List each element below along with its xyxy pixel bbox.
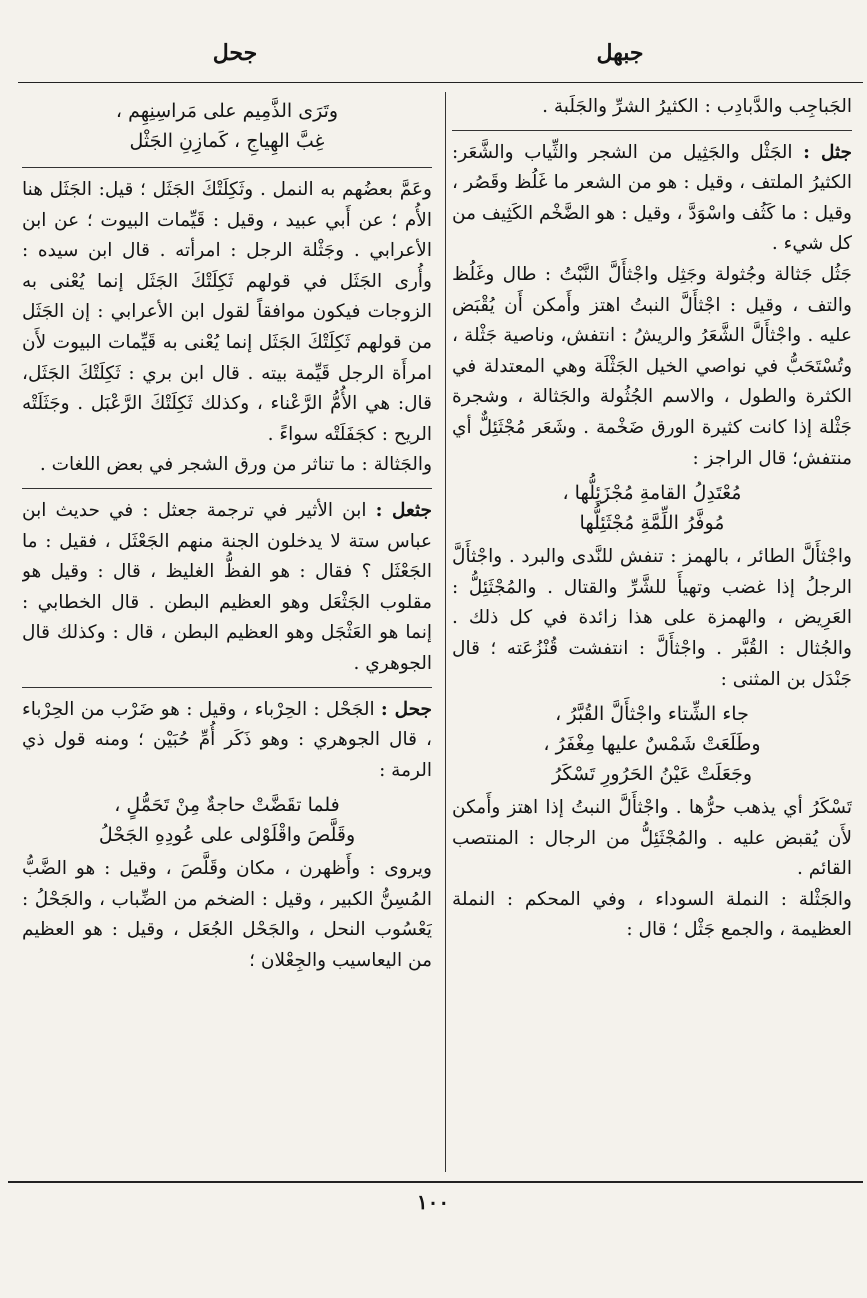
column-separator (445, 92, 446, 1172)
page-number: ١٠٠ (416, 1190, 450, 1214)
header-rule (18, 82, 863, 83)
running-header-left: جحل (212, 40, 258, 66)
headword-jahal: جحل : (380, 698, 432, 720)
entry-jathal-paragraph (22, 496, 432, 680)
verse-line: وجَعَلَتْ عَيْنُ الحَرُورِ تَسْكَرُ (551, 763, 753, 786)
verse-line: وقَلَّصَ واقْلَوْلى على عُودِهِ الجَحْلُ (98, 824, 356, 847)
entry-jathl-paragraph-2: جَثُل جَثالة وجُثولة وجَثِل واجْثأَلَّ النَّبْتُ : طال وغَلُظ والتف ، وقيل : اجْثأَلَّ النبتُ اهتز وأَمكن أَن يُقْبَض عليه . واجْثأَلَّ الشَّعَرُ والريشُ : انتفش، وناصية جَثْلة ، وتُسْتَحَبُّ في نواصي الخيل الجَثْلَة وهي المعتدلة في الكثرة والطول ، والاسم الجُثُولة والجَثالة ، وشجرة جَثْلة إذا كانت كثيرة الورق ضَخْمة . وشَعَر مُجْثَئِلٌّ أي منتفش؛ قال الراجز : (452, 263, 852, 469)
verse-line: وطَلَعَتْ شَمْسٌ عليها مِغْفَرُ ، (543, 733, 761, 756)
verse-line: مُوفَّرُ اللِّمَّةِ مُجْثَئِلُّها (579, 512, 725, 535)
entry-continuation (452, 92, 852, 131)
verse-line: مُعْتَدِلُ القامةِ مُجْزَئِلُّها ، (562, 482, 742, 505)
entry-jathal-text: ابن الأثير في ترجمة جعثل : في حديث ابن عباس ستة لا يدخلون الجنة منهم الجَعْثَل ، فقيل : ما الجَعْثَل ؟ فقال : هو الفظُّ الغليظ ، قال : وقيل هو مقلوب الجَثْعَل وهو العظيم البطن . قال الخطابي : إنما هو العَثْجَل وهو العظيم البطن ، قال : وكذلك قال الجوهري . (22, 499, 432, 674)
left-column (22, 92, 432, 1177)
headword-jathl: جثل : (803, 141, 852, 163)
entry-jathala-line: والجَثالة : ما تناثر من ورق الشجر في بعض اللغات . (39, 454, 432, 476)
verse-jandal (452, 699, 852, 789)
entry-jathl-continued-text: وعَمَّ بعضُهم به النمل . وثَكِلَتْكَ الجَثَل ؛ قيل: الجَثَل هنا الأُم ؛ عن أَبي عبيد ، وقيل : قَيِّمات البيوت ؛ عن ابن الأعرابي . وجَثْلة الرجل : امرأته . قال ابن سيده : وأُرى الجَثَل في قولهم ثَكِلَتْكَ الجَثَل إنما يُعْنى به الزوجات فيكون موافقاً لقول ابن الأعرابي : إن الجَثَل من قولهم ثَكِلَتْكَ الجَثَل إنما يُعْنى به قَيِّمات البيوت لأَن امرأَة الرجل قَيِّمة بيته . قال ابن بري : ثَكِلَتْكَ الجَثَل، قال: هي الأُمُّ الرَّعْناء ، وكذلك ثَكِلَتْكَ الرَّعْبَل . وجَثَلَتْه الريح : كجَفَلَتْه سواءً . (22, 179, 432, 445)
verse-jathl (22, 96, 432, 156)
entry-jahal-continued: ويروى : وأَظهرن ، مكان وقَلَّصَ ، وقيل : هو الضَّبُّ المُسِنُّ الكبير ، وقيل : الضخم من الضِّباب ، والجَحْلُ : يَعْسُوب النحل ، والجَحْل الجُعَل ، وقيل : هو العظيم من اليعاسيب والجِعْلان ؛ (22, 858, 432, 972)
footer-rule (8, 1181, 863, 1183)
entry-jathl (452, 138, 852, 953)
entry-jathl-continued (22, 96, 432, 168)
verse-line: فلما تقَضَّتْ حاجةٌ مِنْ تَحَمُّلٍ ، (114, 794, 340, 817)
running-header-right: جبهل (596, 40, 644, 66)
headword-jathal: جثعل : (375, 499, 432, 521)
verse-rajaz (452, 478, 852, 538)
entry-jathl-paragraph-3: واجْثأَلَّ الطائر ، بالهمز : تنفش للنَّدى والبرد . واجْثأَلَّ الرجلُ إذا غضب وتهيأَ للشَّرِّ والقتال . والمُجْثَئِلُّ : العَرِيض ، والهمزة على هذا زائدة في كل ذلك . والجُثال : القُبَّر . واجْثأَلَّ : انتفشت قُنْزُعَته ؛ قال جَنْدَل بن المثنى : (452, 546, 852, 690)
entry-jathl-paragraph-4: تَسْكَرُ أي يذهب حرُّها . واجْثأَلَّ النبتُ إذا اهتز وأَمكن لأَن يُقبض عليه . والمُجْثَئِلُّ من الرجال : المنتصب القائم . (452, 797, 852, 880)
right-column (452, 92, 852, 1177)
verse-line: جاء الشِّتاء واجْثأَلَّ القُبَّرُ ، (555, 703, 749, 726)
entry-jathl-paragraph-5: والجَثْلة : النملة السوداء ، وفي المحكم : النملة العظيمة ، والجمع جَثْل ؛ قال : (452, 888, 852, 941)
entry-jathl-paragraph-1 (452, 138, 852, 260)
entry-jahal (22, 695, 432, 984)
verse-dhu-al-rumma (22, 790, 432, 850)
entry-jahal-text: الجَحْل : الحِرْباء ، وقيل : هو ضَرْب من الحِرْباء ، قال الجوهري : وهو ذَكَر أُمِّ حُبَيْن ؛ ومنه قول ذي الرمة : (22, 698, 432, 781)
entry-jathl-continued-2 (22, 175, 432, 489)
entry-jahal-paragraph (22, 695, 432, 787)
entry-jathl-text-1: الجَثْل والجَثِيل من الشجر والثِّياب والشَّعَر: الكثيرُ الملتف ، وقيل : هو من الشعر ما غَلُظ وقَصُر ، وقيل : ما كَثُف واسْوَدَّ ، وقيل : هو الضَّخْم الكَثِيف من كل شيء . (452, 141, 852, 255)
verse-line: وتَرَى الذَّمِيم على مَراسِنِهِم ، (115, 100, 339, 122)
intro-line: الجَباجِب والدَّبادِب : الكثيرُ الشرِّ والجَلَبة . (542, 96, 852, 117)
entry-jathal (22, 496, 432, 688)
verse-line: غِبَّ الهِياجِ ، كَمازِنِ الجَثْل (129, 130, 325, 152)
